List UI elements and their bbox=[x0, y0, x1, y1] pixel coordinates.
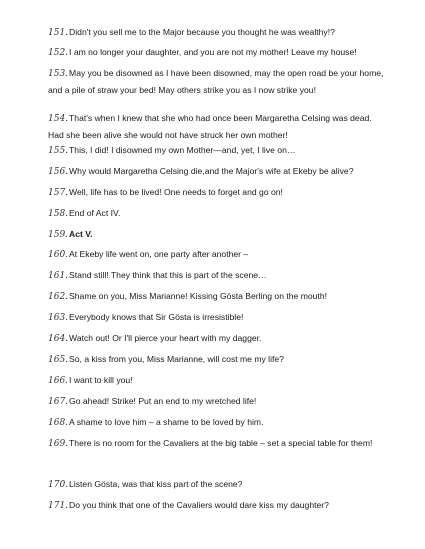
line-155: 155.This, I did! I disowned my own Mother—and, yet, I live on… bbox=[48, 145, 296, 156]
line-159: 159.Act V. bbox=[48, 229, 93, 240]
line-153: 153.May you be disowned as I have been disowned, may the open road be your home, and a pile of straw your bed! May others strike you as I now strike you! bbox=[48, 68, 384, 95]
line-154: 154.That's when I knew that she who had once been Margaretha Celsing was dead. Had she been alive she would not have struck her own mother! bbox=[48, 113, 372, 140]
line-169: 169.There is no room for the Cavaliers at the big table – set a special table for them! bbox=[48, 438, 373, 449]
line-166: 166.I want to kill you! bbox=[48, 375, 133, 386]
line-162: 162.Shame on you, Miss Marianne! Kissing Gösta Berling on the mouth! bbox=[48, 291, 327, 302]
line-157: 157.Well, life has to be lived! One needs to forget and go on! bbox=[48, 187, 283, 198]
line-161: 161.Stand still! They think that this is part of the scene… bbox=[48, 270, 267, 281]
line-167: 167.Go ahead! Strike! Put an end to my wretched life! bbox=[48, 396, 257, 407]
line-158: 158.End of Act IV. bbox=[48, 208, 121, 219]
line-165: 165.So, a kiss from you, Miss Marianne, will cost me my life? bbox=[48, 354, 284, 365]
line-164: 164.Watch out! Or I'll pierce your heart with my dagger. bbox=[48, 333, 262, 344]
line-156: 156.Why would Margaretha Celsing die,and the Major's wife at Ekeby be alive? bbox=[48, 166, 354, 177]
line-160: 160.At Ekeby life went on, one party after another – bbox=[48, 249, 249, 260]
line-170: 170.Listen Gösta, was that kiss part of the scene? bbox=[48, 479, 243, 490]
line-171: 171.Do you think that one of the Cavaliers would dare kiss my daughter? bbox=[48, 500, 329, 511]
line-151: 151.Didn't you sell me to the Major because you thought he was wealthy!? bbox=[48, 27, 335, 38]
line-152: 152.I am no longer your daughter, and you are not my mother! Leave my house! bbox=[48, 47, 357, 58]
line-163: 163.Everybody knows that Sir Gösta is irresistible! bbox=[48, 312, 244, 323]
line-168: 168.A shame to love him – a shame to be loved by him. bbox=[48, 417, 264, 428]
